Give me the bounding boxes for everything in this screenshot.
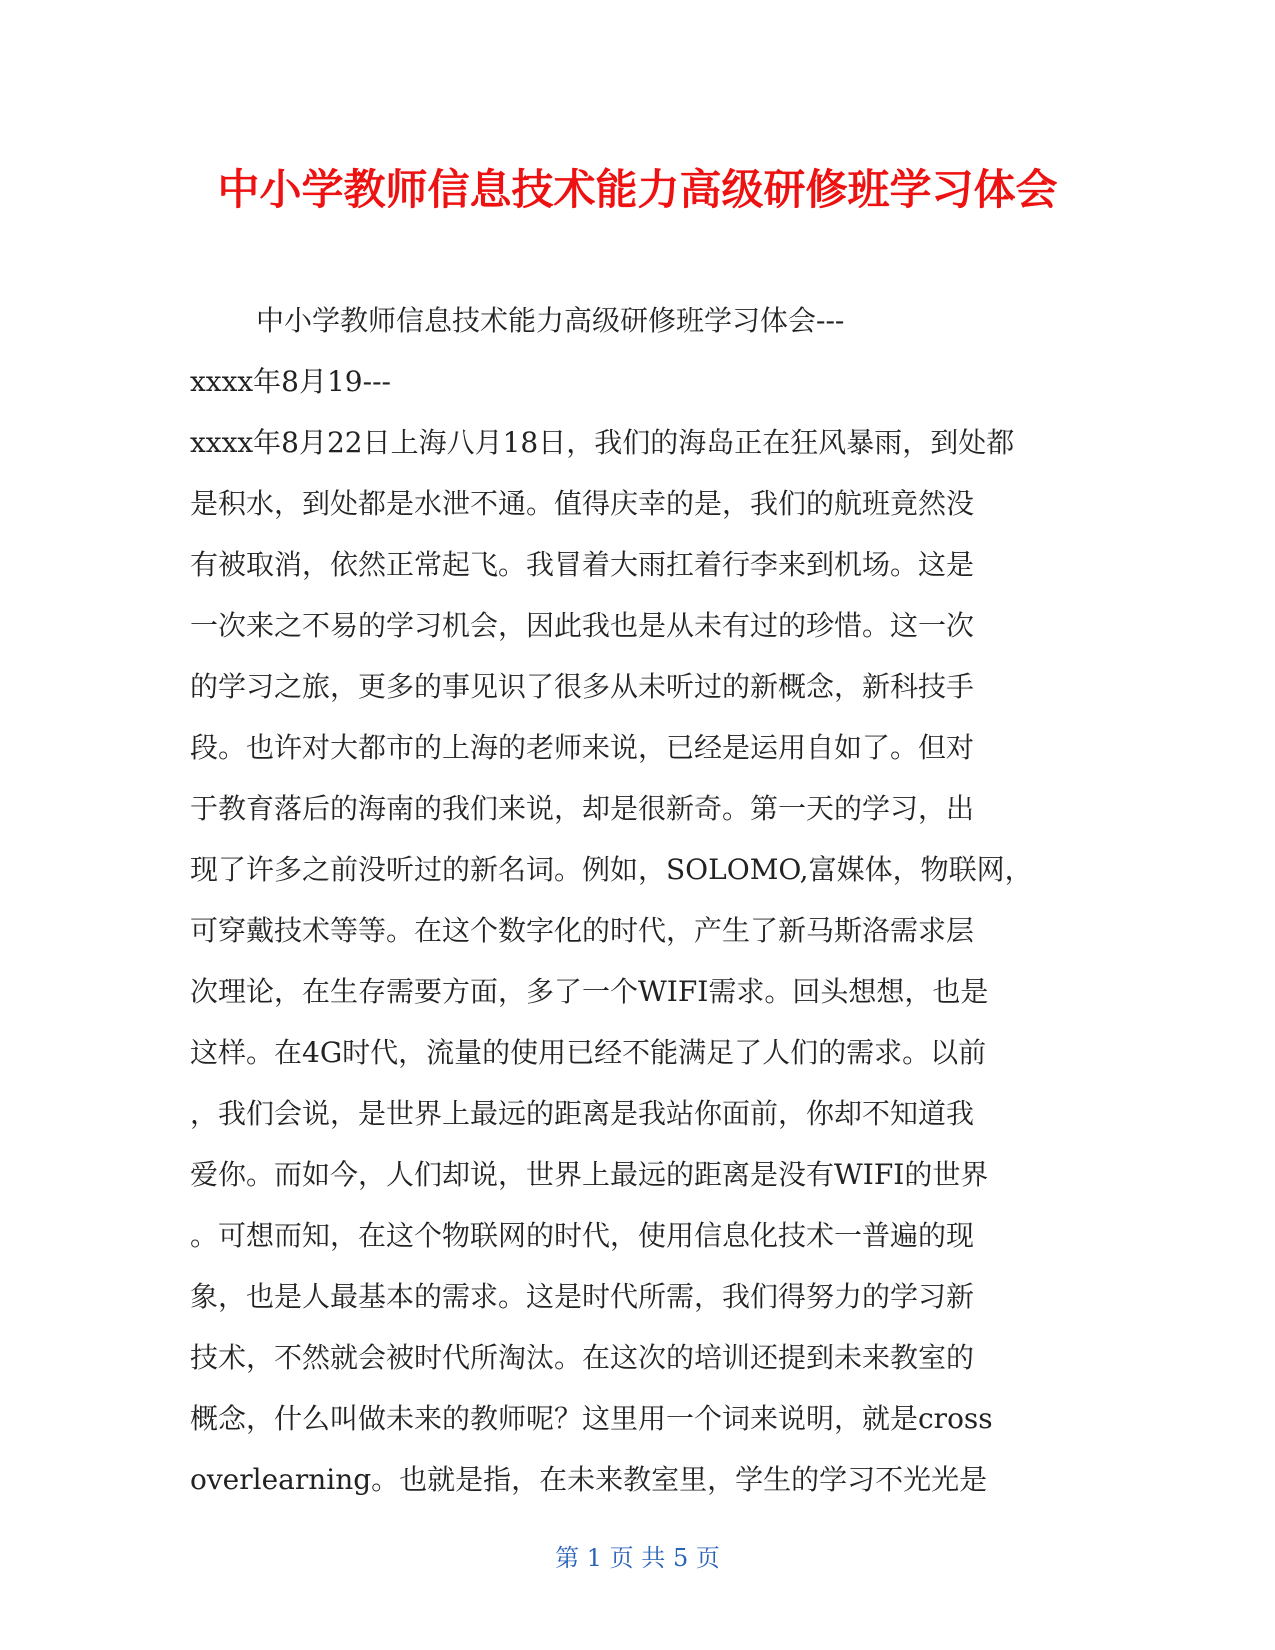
body-line: 的学习之旅，更多的事见识了很多从未听过的新概念，新科技手: [190, 670, 975, 703]
body-line: 一次来之不易的学习机会，因此我也是从未有过的珍惜。这一次: [190, 609, 975, 642]
body-line: 段。也许对大都市的上海的老师来说，已经是运用自如了。但对: [190, 731, 975, 764]
document-body: [190, 290, 1090, 1510]
document-title: 中小学教师信息技术能力高级研修班学习体会: [217, 165, 1058, 214]
body-line: 中小学教师信息技术能力高级研修班学习体会---: [256, 304, 845, 337]
body-line: 可穿戴技术等等。在这个数字化的时代，产生了新马斯洛需求层: [190, 914, 975, 947]
body-line: xxxx年8月19---: [190, 365, 391, 398]
body-line: 技术，不然就会被时代所淘汰。在这次的培训还提到未来教室的: [190, 1341, 975, 1374]
body-line: 于教育落后的海南的我们来说，却是很新奇。第一天的学习，出: [190, 792, 975, 825]
body-line: xxxx年8月22日上海八月18日，我们的海岛正在狂风暴雨，到处都: [190, 426, 1015, 459]
body-line: 次理论，在生存需要方面，多了一个WIFI需求。回头想想，也是: [190, 975, 989, 1008]
body-line: 这样。在4G时代，流量的使用已经不能满足了人们的需求。以前: [190, 1036, 987, 1069]
body-line: 象，也是人最基本的需求。这是时代所需，我们得努力的学习新: [190, 1280, 975, 1313]
body-line: 概念，什么叫做未来的教师呢？这里用一个词来说明，就是cross: [190, 1402, 993, 1435]
body-line: 是积水，到处都是水泄不通。值得庆幸的是，我们的航班竟然没: [190, 487, 975, 520]
body-line: 爱你。而如今，人们却说，世界上最远的距离是没有WIFI的世界: [190, 1158, 989, 1191]
body-line: 有被取消，依然正常起飞。我冒着大雨扛着行李来到机场。这是: [190, 548, 975, 581]
body-line: overlearning。也就是指，在未来教室里，学生的学习不光光是: [190, 1463, 988, 1496]
page-footer: 第 1 页 共 5 页: [555, 1544, 720, 1572]
body-line: ，我们会说，是世界上最远的距离是我站你面前，你却不知道我: [190, 1097, 975, 1130]
body-line: 现了许多之前没听过的新名词。例如，SOLOMO,富媒体，物联网，: [190, 853, 1033, 886]
body-line: 。可想而知，在这个物联网的时代，使用信息化技术一普遍的现: [190, 1219, 975, 1252]
